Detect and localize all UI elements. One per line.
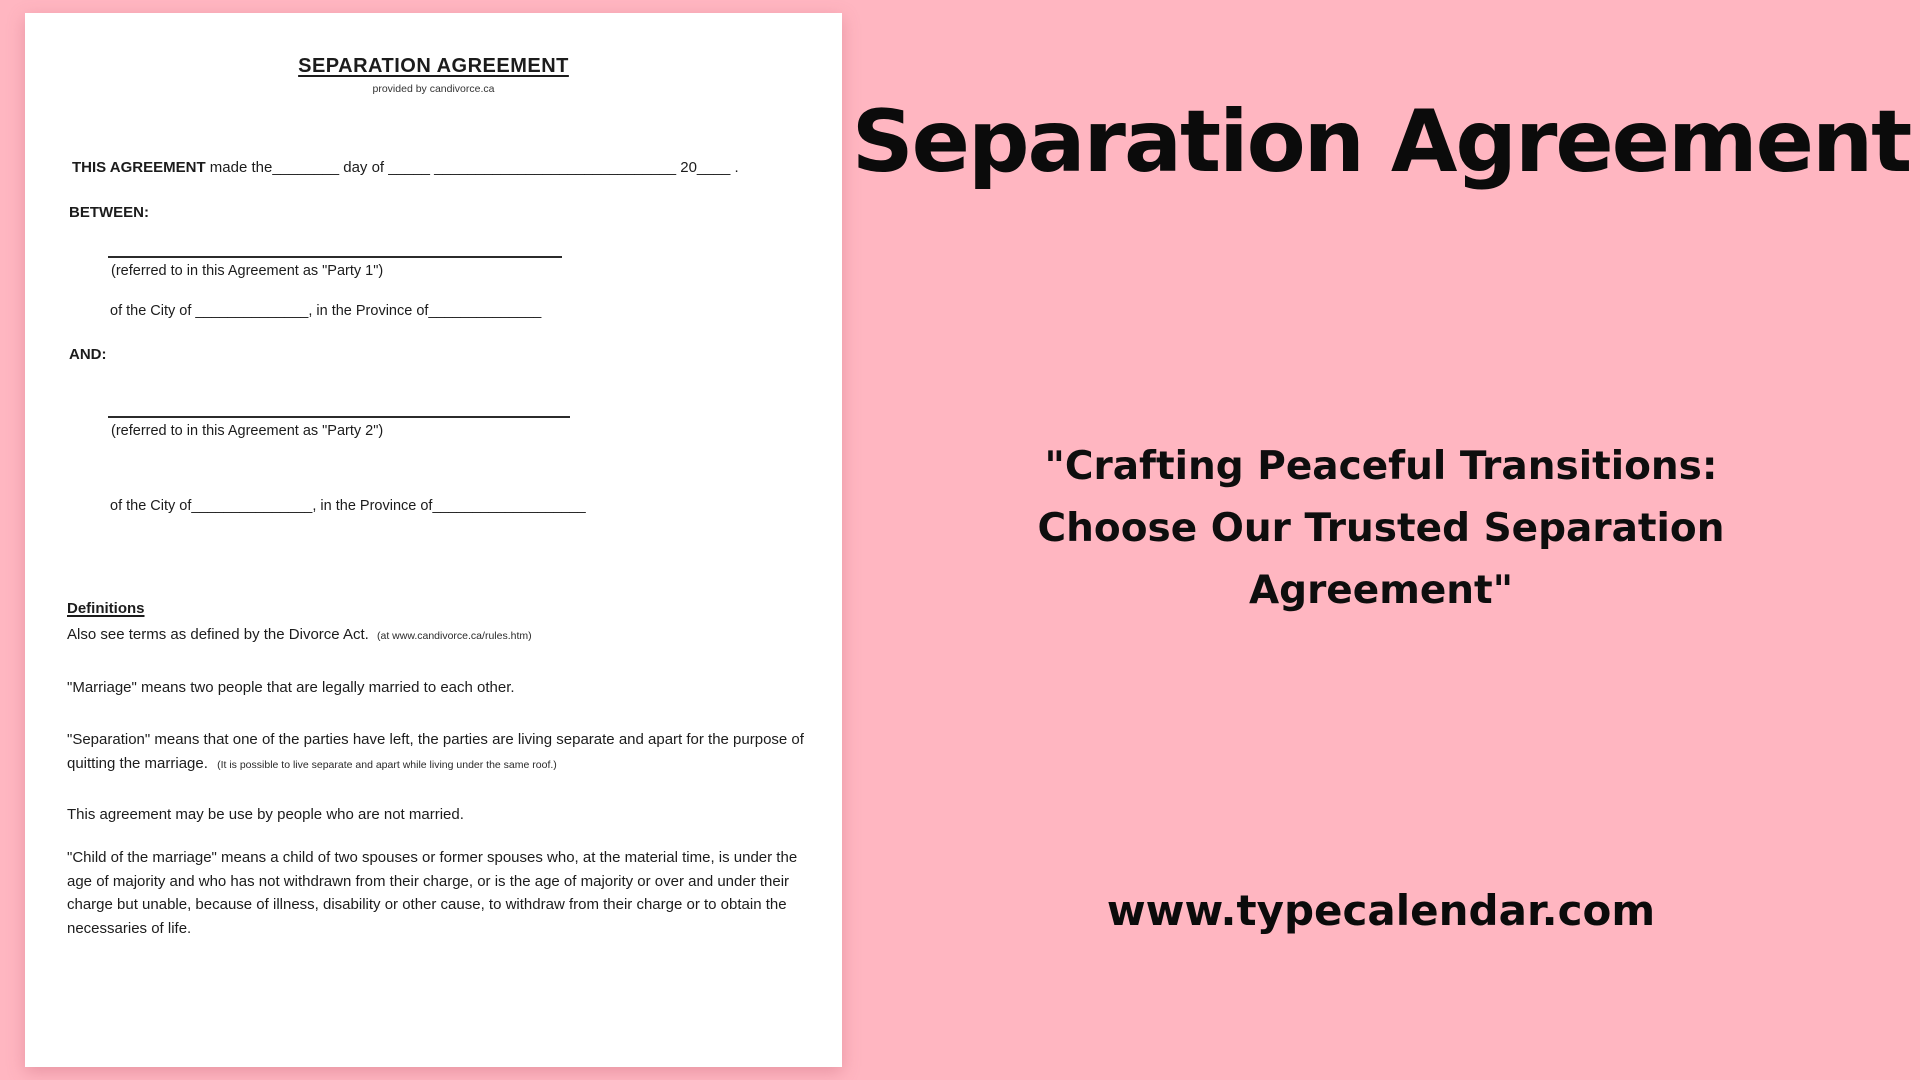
party2-name-blank [108, 416, 570, 418]
document-subtitle: provided by candivorce.ca [372, 83, 495, 95]
party1-name-blank [108, 256, 562, 258]
definitions-heading: Definitions [67, 600, 145, 617]
definition-child-of-marriage: "Child of the marriage" means a child of two spouses or former spouses who, at the material time, is under the age of majority and who has not withdrawn from their charge, or is the age of majority or over and under their charge but unable, because of illness, disability or other cause, to withdraw from their charge or to obtain the necessaries of life. [67, 849, 798, 937]
promo-title: Separation Agreement [851, 92, 1911, 192]
promo-quote-line-2: Choose Our Trusted Separation [1037, 506, 1725, 551]
definition-not-married: This agreement may be use by people who are not married. [67, 806, 464, 823]
definition-separation [67, 728, 804, 777]
definitions-also-see [67, 623, 807, 648]
agreement-date-line-rest: made the________ day of _____ _____________________________ 20____ . [205, 159, 739, 176]
promo-quote-line-3: Agreement" [1248, 568, 1514, 613]
party1-city-line: of the City of ______________, in the Province of______________ [110, 303, 542, 319]
document-preview [25, 13, 842, 1067]
promo-quote-line-1: "Crafting Peaceful Transitions: [1044, 444, 1718, 489]
and-label: AND: [69, 346, 107, 363]
between-label: BETWEEN: [69, 204, 149, 221]
definitions-also-see-main: Also see terms as defined by the Divorce Act. [67, 626, 369, 643]
website-url: www.typecalendar.com [1106, 886, 1656, 935]
agreement-date-line-prefix: THIS AGREEMENT [72, 159, 206, 176]
definitions-also-see-small: (at www.candivorce.ca/rules.htm) [376, 630, 532, 642]
party1-referred-label: (referred to in this Agreement as "Party 1") [111, 263, 384, 279]
definition-marriage: "Marriage" means two people that are legally married to each other. [67, 679, 515, 696]
party2-referred-label: (referred to in this Agreement as "Party 2") [111, 423, 384, 439]
definition-separation-small: (It is possible to live separate and apart while living under the same roof.) [217, 759, 557, 771]
definition-separation-main: "Separation" means that one of the parties have left, the parties are living separate and apart for the purpose of quitting the marriage. [67, 731, 804, 772]
agreement-date-line [72, 158, 812, 178]
party2-city-line: of the City of_______________, in the Province of___________________ [110, 498, 586, 514]
promo-quote [842, 436, 1920, 622]
document-title: SEPARATION AGREEMENT [298, 55, 569, 77]
